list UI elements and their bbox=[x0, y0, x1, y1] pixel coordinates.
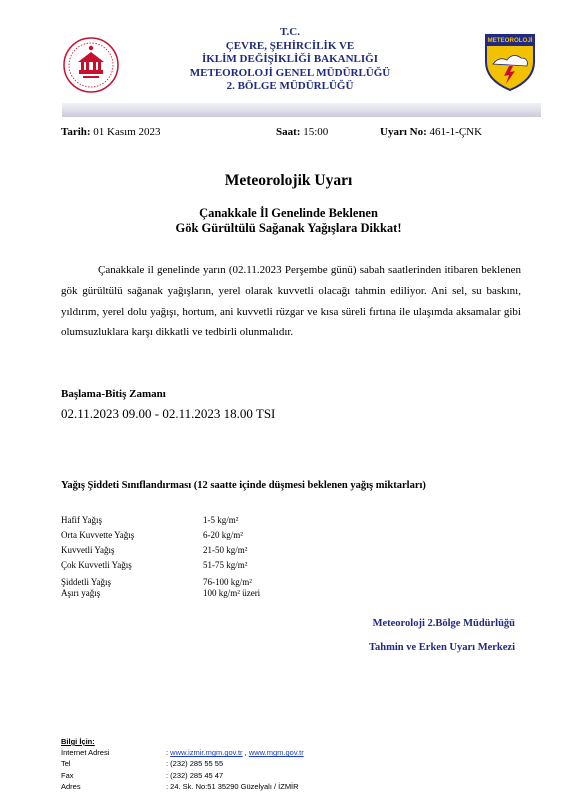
ministry-line: 2. BÖLGE MÜDÜRLÜĞÜ bbox=[226, 80, 354, 92]
tel-label: Tel bbox=[61, 759, 71, 769]
fax-value: : (232) 285 45 47 bbox=[166, 770, 224, 780]
website-link-izmir[interactable]: www.izmir.mgm.gov.tr bbox=[170, 748, 243, 758]
category-cell: Aşırı yağış bbox=[61, 588, 101, 598]
ministry-line: T.C. bbox=[280, 26, 300, 38]
document-subtitle bbox=[0, 206, 577, 236]
value-cell: 51-75 kg/m² bbox=[203, 560, 248, 570]
warning-label: Uyarı No: bbox=[380, 126, 427, 138]
meta-warning-no bbox=[380, 126, 482, 138]
signature-center: Tahmin ve Erken Uyarı Merkezi bbox=[368, 642, 515, 653]
subtitle-line: Gök Gürültülü Sağanak Yağışlara Dikkat! bbox=[175, 221, 402, 235]
header-divider bbox=[62, 103, 541, 117]
link-separator: , bbox=[244, 748, 247, 758]
ministry-line: METEOROLOJİ GENEL MÜDÜRLÜĞÜ bbox=[189, 66, 391, 79]
footer-heading: Bilgi İçin: bbox=[61, 737, 95, 746]
signature-office: Meteoroloji 2.Bölge Müdürlüğü bbox=[372, 618, 515, 629]
footer-row-fax bbox=[61, 770, 304, 781]
value-cell: 21-50 kg/m² bbox=[203, 545, 248, 555]
logo-text: METEOROLOJİ bbox=[487, 37, 533, 44]
period-value: 02.11.2023 09.00 - 02.11.2023 18.00 TSI bbox=[61, 406, 276, 421]
value-cell: 1-5 kg/m² bbox=[203, 515, 239, 525]
tel-value: : (232) 285 55 55 bbox=[166, 759, 224, 769]
footer-contact bbox=[61, 736, 304, 792]
value-cell: 76-100 kg/m² bbox=[203, 577, 252, 587]
category-cell: Şiddetli Yağış bbox=[61, 577, 112, 587]
time-label: Saat: bbox=[276, 126, 301, 138]
subtitle-line: Çanakkale İl Genelinde Beklenen bbox=[199, 206, 378, 220]
footer-row-address bbox=[61, 781, 304, 792]
fax-label: Fax bbox=[61, 770, 74, 780]
category-cell: Hafif Yağış bbox=[61, 515, 103, 525]
meta-time bbox=[276, 126, 328, 138]
value-cell: 100 kg/m² üzeri bbox=[203, 588, 261, 598]
value-cell: 6-20 kg/m² bbox=[203, 530, 243, 540]
date-label: Tarih: bbox=[61, 126, 91, 138]
category-cell: Orta Kuvvette Yağış bbox=[61, 530, 135, 540]
footer-row-internet: İnternet Adresi : www.izmir.mgm.gov.tr , www.mgm.gov.tr bbox=[61, 748, 304, 758]
warning-value: 461-1-ÇNK bbox=[429, 126, 483, 138]
date-value: 01 Kasım 2023 bbox=[93, 126, 161, 138]
footer-row-tel bbox=[61, 758, 304, 769]
address-value: : 24. Sk. No:51 35290 Güzelyalı / İZMİR bbox=[166, 781, 299, 791]
meta-date bbox=[61, 126, 161, 138]
document-title: Meteorolojik Uyarı bbox=[224, 172, 353, 189]
warning-body: Çanakkale il genelinde yarın (02.11.2023 Perşembe günü) sabah saatlerinden itibaren beklenen gök gürültülü sağanak yağışların, yerel olarak kuvvetli olacağı tahmin ediliyor. Ani sel, su baskını, yıldırım, yerel dolu yağışı, hortum, ani kuvvetli rüzgar ve kısa süreli fırtına ile ulaşımda aksamalar gibi olumsuzluklara karşı dikkatli ve tedbirli olunmalıdır. bbox=[61, 264, 521, 339]
ministry-header bbox=[150, 26, 430, 94]
internet-label: İnternet Adresi bbox=[61, 748, 110, 758]
ministry-line: İKLİM DEĞİŞİKLİĞİ BAKANLIĞI bbox=[201, 53, 379, 65]
classification-title: Yağış Şiddeti Sınıflandırması (12 saatte içinde düşmesi beklenen yağış miktarları) bbox=[61, 480, 426, 491]
meteoroloji-logo bbox=[483, 32, 537, 92]
address-label: Adres bbox=[61, 781, 81, 791]
category-cell: Kuvvetli Yağış bbox=[61, 545, 115, 555]
category-cell: Çok Kuvvetli Yağış bbox=[61, 560, 132, 570]
ministry-line: ÇEVRE, ŞEHİRCİLİK VE bbox=[225, 39, 355, 52]
period-label: Başlama-Bitiş Zamanı bbox=[61, 388, 166, 400]
time-value: 15:00 bbox=[303, 126, 329, 138]
ministry-logo bbox=[62, 36, 120, 94]
website-link-mgm[interactable]: www.mgm.gov.tr bbox=[248, 748, 304, 758]
